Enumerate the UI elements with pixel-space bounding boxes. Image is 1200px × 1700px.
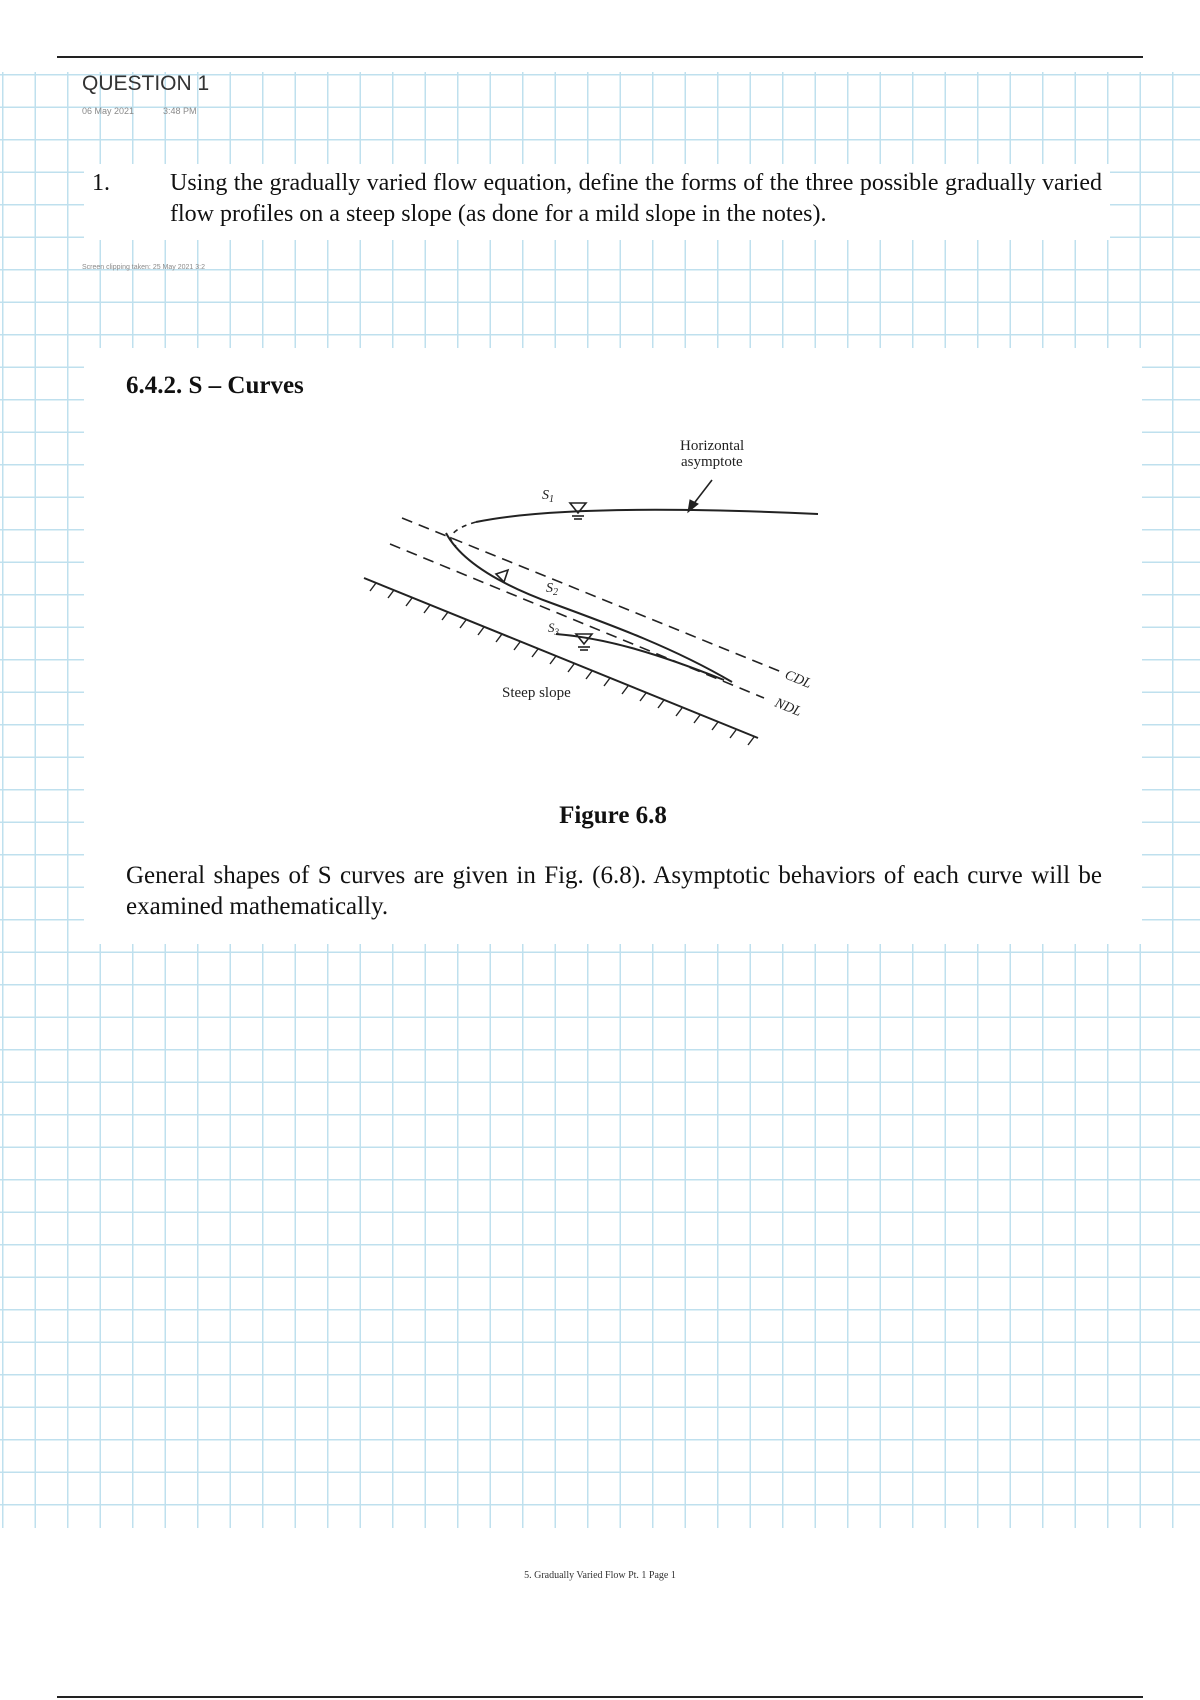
bottom-rule: [57, 1696, 1143, 1698]
s-curves-figure: [84, 348, 1142, 788]
s3-label: $S_3$: [548, 620, 559, 637]
critical-depth-line: [402, 518, 784, 673]
water-surface-symbol-3: [576, 634, 592, 650]
figure-caption: Figure 6.8: [559, 802, 667, 829]
cdl-label: CDL: [782, 667, 814, 692]
page-title: QUESTION 1: [82, 72, 210, 95]
screen-clipping: [84, 348, 1142, 944]
channel-bed: [364, 578, 758, 738]
question-number: 1.: [92, 170, 110, 196]
s2-curve: [446, 533, 732, 682]
top-rule: [57, 56, 1143, 58]
horizontal-label: Horizontal: [680, 438, 745, 454]
asymptote-label: asymptote: [681, 454, 743, 470]
note-date: 06 May 2021: [82, 106, 135, 116]
body-paragraph: General shapes of S curves are given in Fig. (6.8). Asymptotic behaviors of each curve will be examined mathematically.: [126, 862, 1102, 920]
ndl-label: NDL: [772, 695, 804, 720]
normal-depth-line: [390, 544, 764, 698]
s1-curve: [476, 510, 818, 522]
note-time: 3:48 PM: [163, 106, 197, 116]
question-text: Using the gradually varied flow equation, define the forms of the three possible gradually varied flow profiles on a steep slope (as done for a mild slope in the notes).: [170, 170, 1102, 227]
section-heading: 6.4.2. S – Curves: [126, 372, 304, 399]
page-footer: 5. Gradually Varied Flow Pt. 1 Page 1: [524, 1570, 676, 1581]
s2-label: $S_2$: [546, 581, 558, 598]
clipping-caption: Screen clipping taken: 25 May 2021 3:2: [82, 264, 205, 271]
s1-label: $S_1$: [542, 488, 554, 505]
s1-lower-dashed: [451, 522, 476, 546]
question-block: [84, 164, 1110, 240]
steep-slope-label: Steep slope: [502, 685, 571, 701]
